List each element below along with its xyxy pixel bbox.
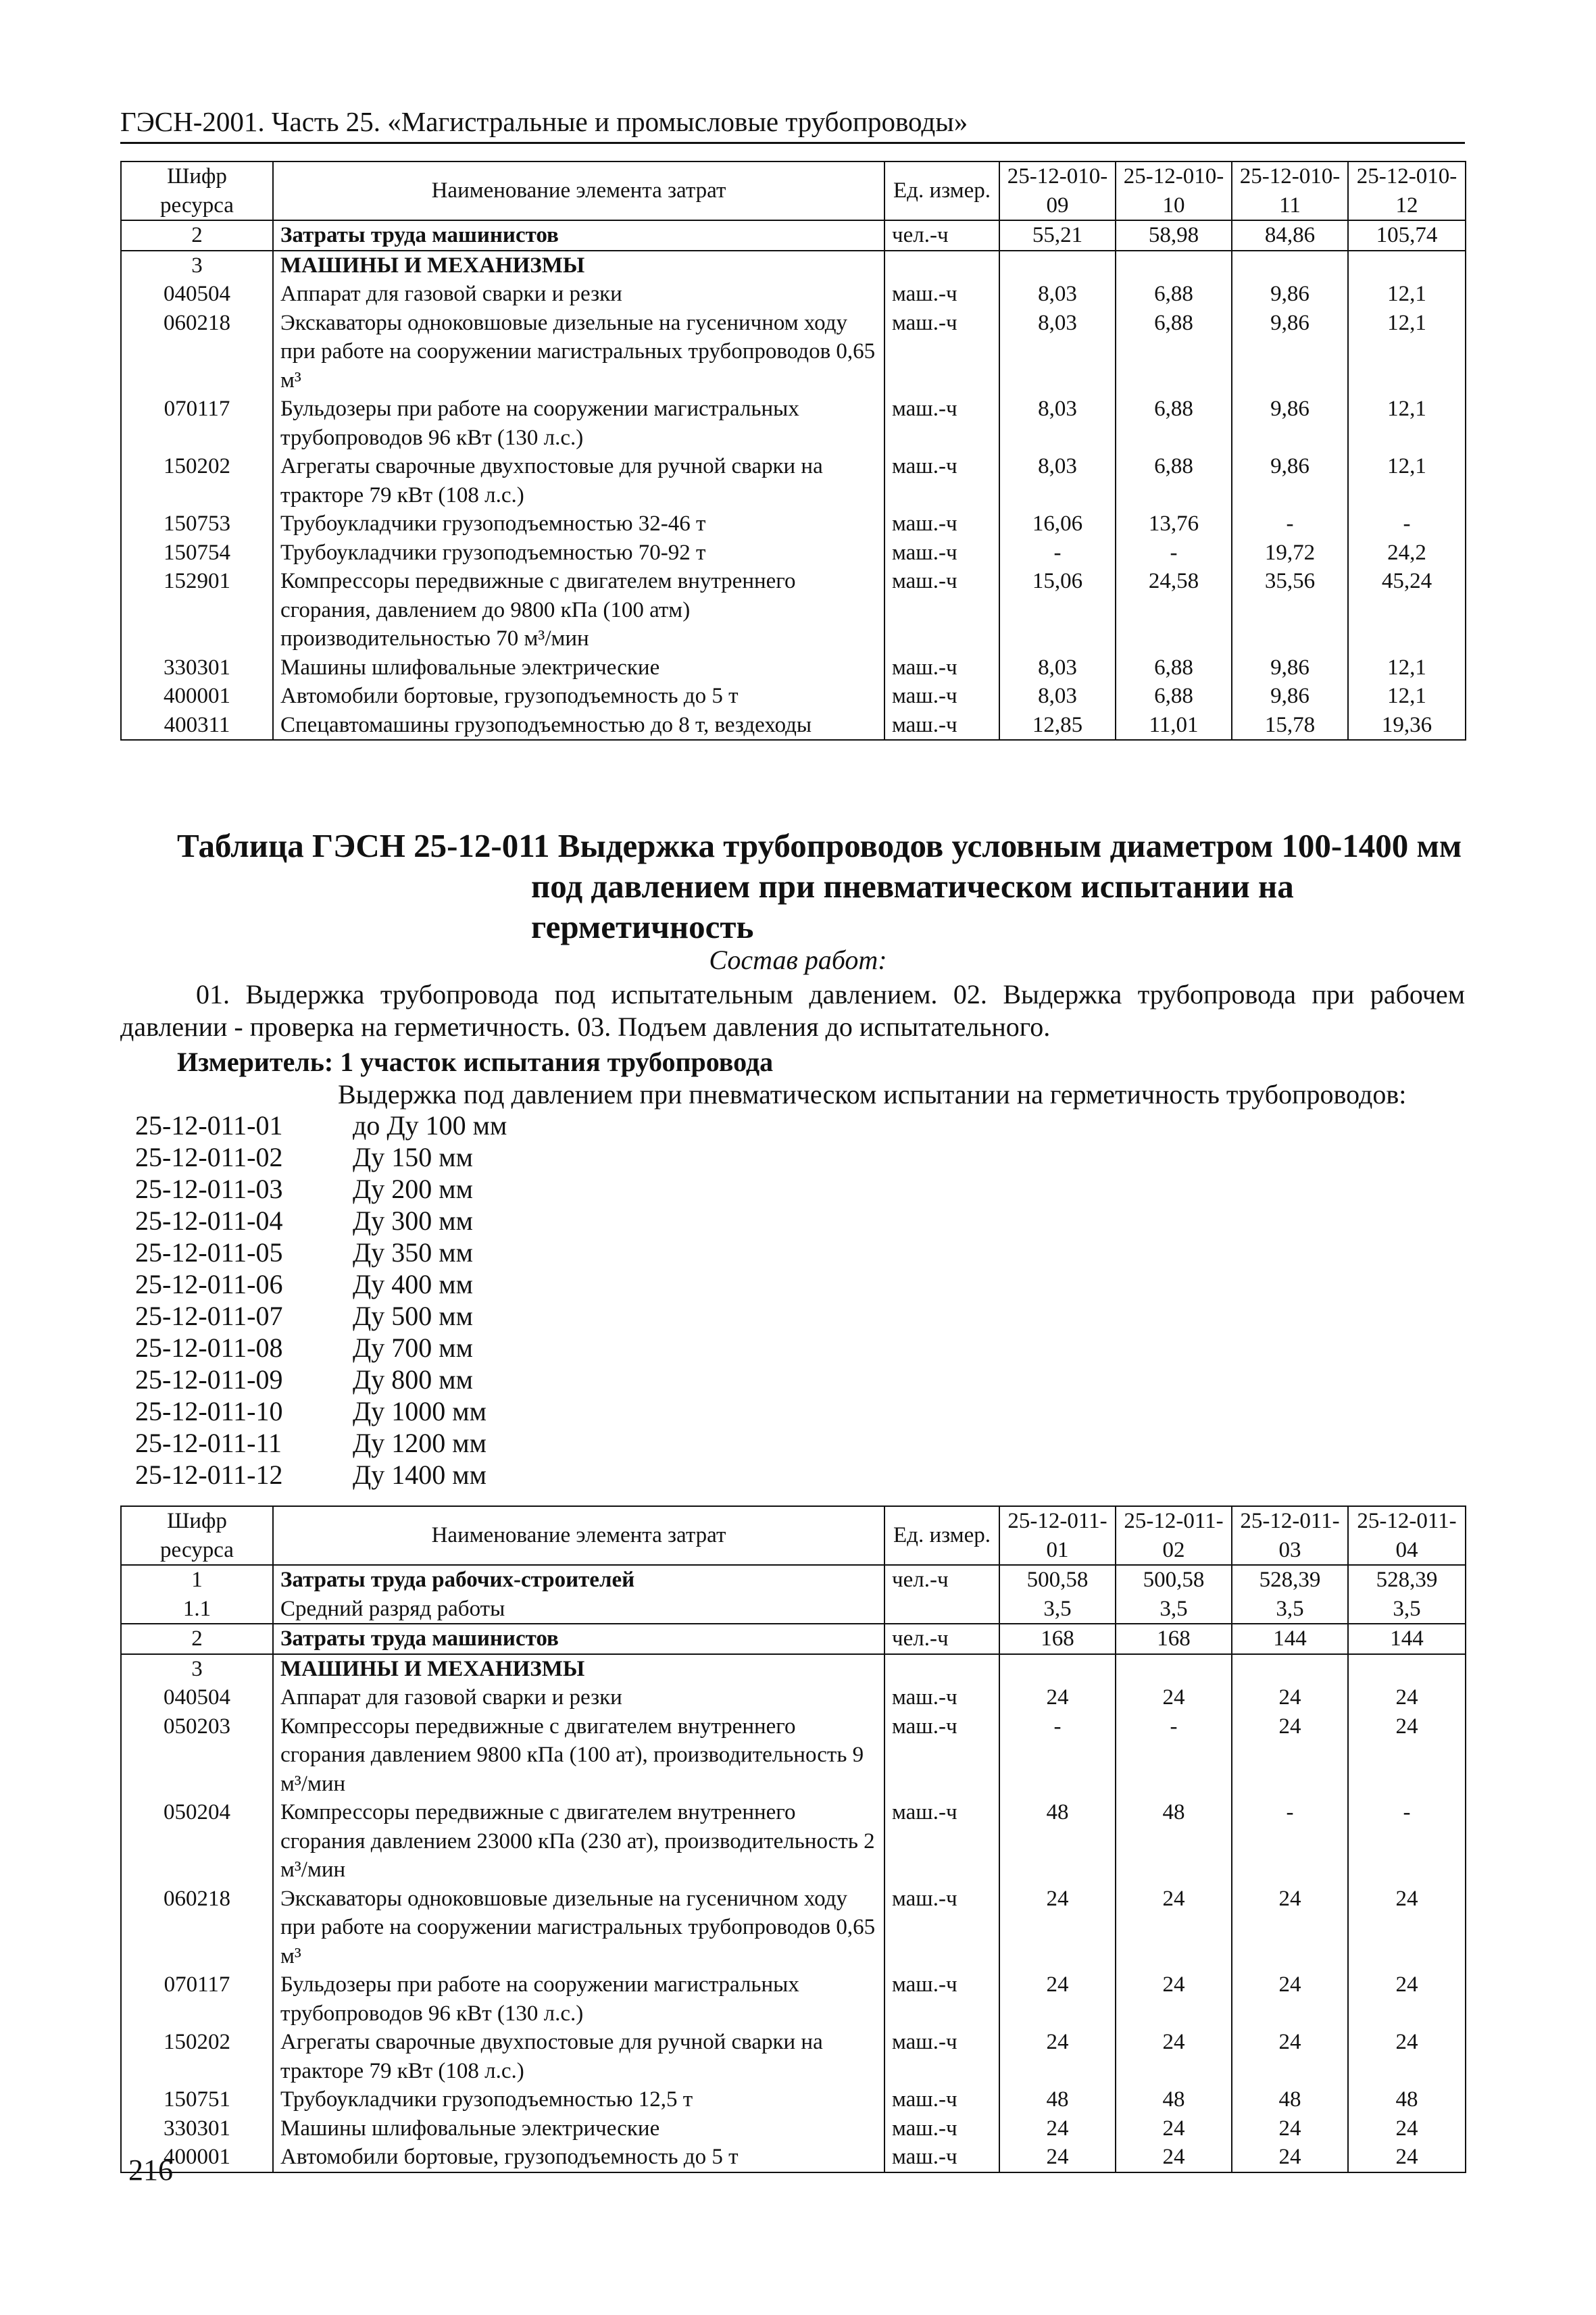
item-code: 25-12-011-05 <box>135 1237 283 1268</box>
meter-line: Измеритель: 1 участок испытания трубопровода <box>177 1047 774 1077</box>
row-code: 050204 <box>121 1798 273 1885</box>
row-name: Агрегаты сварочные двухпостовые для ручной сварки на тракторе 79 кВт (108 л.с.) <box>273 452 884 509</box>
row-code: 060218 <box>121 309 273 395</box>
running-head: ГЭСН-2001. Часть 25. «Магистральные и промысловые трубопроводы» <box>120 101 1465 144</box>
row-unit: маш.-ч <box>884 1683 999 1712</box>
row-name: Аппарат для газовой сварки и резки <box>273 1683 884 1712</box>
item-code: 25-12-011-04 <box>135 1205 283 1236</box>
row-value-1: 48 <box>999 2085 1116 2114</box>
row-name: Спецавтомашины грузоподъемностью до 8 т, вездеходы <box>273 711 884 741</box>
row-value-1 <box>999 1654 1116 1684</box>
row-unit: маш.-ч <box>884 280 999 309</box>
item-code: 25-12-011-03 <box>135 1174 283 1204</box>
table-row <box>121 395 1466 452</box>
row-value-4: 24 <box>1348 2114 1466 2143</box>
list-item <box>135 1237 507 1268</box>
header-unit: Ед. измер. <box>884 1506 999 1565</box>
row-value-3: 24 <box>1232 2028 1348 2085</box>
row-value-2: 6,88 <box>1116 682 1232 711</box>
row-name: Бульдозеры при работе на сооружении магистральных трубопроводов 96 кВт (130 л.с.) <box>273 395 884 452</box>
item-code: 25-12-011-01 <box>135 1110 283 1141</box>
row-name: Трубоукладчики грузоподъемностью 32-46 т <box>273 509 884 539</box>
row-unit: маш.-ч <box>884 2114 999 2143</box>
resource-table-011 <box>120 1505 1466 2173</box>
table-row <box>121 2143 1466 2172</box>
row-name: Агрегаты сварочные двухпостовые для ручной сварки на тракторе 79 кВт (108 л.с.) <box>273 2028 884 2085</box>
row-value-3: 24 <box>1232 2114 1348 2143</box>
table-row <box>121 509 1466 539</box>
row-value-2: 6,88 <box>1116 452 1232 509</box>
row-value-3: 9,86 <box>1232 653 1348 682</box>
row-code: 2 <box>121 1624 273 1654</box>
table-row <box>121 1712 1466 1799</box>
table-row <box>121 539 1466 568</box>
row-code: 040504 <box>121 1683 273 1712</box>
row-value-4: 12,1 <box>1348 452 1466 509</box>
row-value-1: 55,21 <box>999 220 1116 251</box>
items-intro: Выдержка под давлением при пневматическом испытании на герметичность трубопроводов: <box>338 1079 1407 1110</box>
row-name: МАШИНЫ И МЕХАНИЗМЫ <box>273 251 884 280</box>
row-value-4: 528,39 <box>1348 1565 1466 1595</box>
table-row <box>121 682 1466 711</box>
row-unit <box>884 1654 999 1684</box>
table-row <box>121 309 1466 395</box>
list-item <box>135 1300 507 1332</box>
row-value-1: 48 <box>999 1798 1116 1885</box>
table-title-line-1: Таблица ГЭСН 25-12-011 Выдержка трубопроводов условным диаметром 100-1400 мм <box>177 827 1462 864</box>
row-value-3: 24 <box>1232 1683 1348 1712</box>
row-unit: чел.-ч <box>884 1565 999 1595</box>
row-value-3: 24 <box>1232 1885 1348 1971</box>
row-value-4: 144 <box>1348 1624 1466 1654</box>
row-value-4: 45,24 <box>1348 567 1466 653</box>
row-value-3: 24 <box>1232 1712 1348 1799</box>
row-value-4: 19,36 <box>1348 711 1466 741</box>
row-value-2: 24 <box>1116 2114 1232 2143</box>
row-unit: маш.-ч <box>884 452 999 509</box>
table-row <box>121 2114 1466 2143</box>
row-code: 2 <box>121 220 273 251</box>
row-value-2 <box>1116 1654 1232 1684</box>
list-item <box>135 1205 507 1237</box>
header-col-4: 25-12-011-04 <box>1348 1506 1466 1565</box>
row-code: 150751 <box>121 2085 273 2114</box>
row-code: 1 <box>121 1565 273 1595</box>
row-value-2: 6,88 <box>1116 280 1232 309</box>
row-name: Бульдозеры при работе на сооружении магистральных трубопроводов 96 кВт (130 л.с.) <box>273 1970 884 2028</box>
row-name: Экскаваторы одноковшовые дизельные на гусеничном ходу при работе на сооружении магистральных трубопроводов 0,65 м³ <box>273 1885 884 1971</box>
item-description: Ду 500 мм <box>353 1301 473 1331</box>
row-name: Средний разряд работы <box>273 1595 884 1624</box>
row-value-4: 24 <box>1348 1885 1466 1971</box>
table-row <box>121 653 1466 682</box>
row-value-4: 12,1 <box>1348 395 1466 452</box>
row-value-2: 6,88 <box>1116 653 1232 682</box>
row-unit: маш.-ч <box>884 1970 999 2028</box>
header-col-4: 25-12-010-12 <box>1348 161 1466 220</box>
item-code: 25-12-011-07 <box>135 1301 283 1331</box>
row-code: 152901 <box>121 567 273 653</box>
row-value-2 <box>1116 251 1232 280</box>
row-value-2: 48 <box>1116 2085 1232 2114</box>
row-value-4: 12,1 <box>1348 682 1466 711</box>
row-value-4: - <box>1348 1798 1466 1885</box>
list-item <box>135 1268 507 1300</box>
row-unit <box>884 251 999 280</box>
table-row <box>121 711 1466 741</box>
row-name: Экскаваторы одноковшовые дизельные на гусеничном ходу при работе на сооружении магистральных трубопроводов 0,65 м³ <box>273 309 884 395</box>
table-header-row <box>121 1506 1466 1565</box>
table-row <box>121 2085 1466 2114</box>
row-value-4: 3,5 <box>1348 1595 1466 1624</box>
row-value-3: 48 <box>1232 2085 1348 2114</box>
table-row <box>121 1595 1466 1624</box>
row-value-3: 144 <box>1232 1624 1348 1654</box>
item-code: 25-12-011-06 <box>135 1269 283 1299</box>
items-list <box>135 1110 507 1491</box>
row-value-4: 12,1 <box>1348 653 1466 682</box>
row-code: 050203 <box>121 1712 273 1799</box>
row-code: 040504 <box>121 280 273 309</box>
row-value-4: 105,74 <box>1348 220 1466 251</box>
row-unit: маш.-ч <box>884 539 999 568</box>
row-unit: маш.-ч <box>884 682 999 711</box>
item-description: Ду 300 мм <box>353 1205 473 1236</box>
row-value-3: - <box>1232 1798 1348 1885</box>
row-code: 330301 <box>121 2114 273 2143</box>
row-value-4: 48 <box>1348 2085 1466 2114</box>
row-value-1: 3,5 <box>999 1595 1116 1624</box>
row-unit: маш.-ч <box>884 2028 999 2085</box>
row-unit: маш.-ч <box>884 2143 999 2172</box>
list-item <box>135 1427 507 1459</box>
list-item <box>135 1364 507 1395</box>
row-value-3: - <box>1232 509 1348 539</box>
table-row <box>121 2028 1466 2085</box>
row-code: 330301 <box>121 653 273 682</box>
list-item <box>135 1110 507 1141</box>
item-code: 25-12-011-09 <box>135 1364 283 1395</box>
item-code: 25-12-011-08 <box>135 1333 283 1363</box>
row-value-2: 24 <box>1116 1970 1232 2028</box>
row-name: Компрессоры передвижные с двигателем внутреннего сгорания давлением 23000 кПа (230 ат), производительность 2 м³/мин <box>273 1798 884 1885</box>
row-name: Трубоукладчики грузоподъемностью 70-92 т <box>273 539 884 568</box>
row-value-1: 8,03 <box>999 395 1116 452</box>
header-col-3: 25-12-010-11 <box>1232 161 1348 220</box>
row-code: 070117 <box>121 1970 273 2028</box>
table-row <box>121 1798 1466 1885</box>
table-row <box>121 1683 1466 1712</box>
row-code: 400001 <box>121 682 273 711</box>
row-value-1: 8,03 <box>999 452 1116 509</box>
header-col-2: 25-12-010-10 <box>1116 161 1232 220</box>
resource-table-010 <box>120 161 1466 741</box>
list-item <box>135 1141 507 1173</box>
row-value-4: 24 <box>1348 1683 1466 1712</box>
row-value-1: 12,85 <box>999 711 1116 741</box>
row-value-2: 500,58 <box>1116 1565 1232 1595</box>
row-value-3: 9,86 <box>1232 682 1348 711</box>
header-col-3: 25-12-011-03 <box>1232 1506 1348 1565</box>
item-description: Ду 350 мм <box>353 1237 473 1268</box>
item-description: до Ду 100 мм <box>353 1110 507 1141</box>
row-code: 150754 <box>121 539 273 568</box>
work-composition-text: 01. Выдержка трубопровода под испытательным давлением. 02. Выдержка трубопровода при рабочем давлении - проверка на герметичность. 03. Подъем давления до испытательного. <box>120 979 1465 1042</box>
header-unit: Ед. измер. <box>884 161 999 220</box>
row-value-2: 48 <box>1116 1798 1232 1885</box>
row-value-1: 8,03 <box>999 280 1116 309</box>
row-code: 400001 <box>121 2143 273 2172</box>
row-unit: маш.-ч <box>884 2085 999 2114</box>
row-value-4: 12,1 <box>1348 309 1466 395</box>
row-value-2: 6,88 <box>1116 395 1232 452</box>
row-value-3: 528,39 <box>1232 1565 1348 1595</box>
row-value-1: 8,03 <box>999 682 1116 711</box>
row-unit: маш.-ч <box>884 395 999 452</box>
header-col-1: 25-12-010-09 <box>999 161 1116 220</box>
row-value-2: - <box>1116 1712 1232 1799</box>
row-value-3 <box>1232 1654 1348 1684</box>
row-value-1: 8,03 <box>999 653 1116 682</box>
row-value-4: - <box>1348 509 1466 539</box>
row-value-4 <box>1348 1654 1466 1684</box>
row-value-1: 24 <box>999 2114 1116 2143</box>
table-row <box>121 280 1466 309</box>
table-row <box>121 1970 1466 2028</box>
row-value-1: 24 <box>999 2028 1116 2085</box>
row-value-3 <box>1232 251 1348 280</box>
header-code: Шифр ресурса <box>121 1506 273 1565</box>
row-unit: маш.-ч <box>884 711 999 741</box>
row-value-2: 58,98 <box>1116 220 1232 251</box>
row-value-4: 24,2 <box>1348 539 1466 568</box>
row-value-3: 9,86 <box>1232 280 1348 309</box>
row-unit: чел.-ч <box>884 220 999 251</box>
header-name: Наименование элемента затрат <box>273 1506 884 1565</box>
list-item <box>135 1459 507 1491</box>
row-code: 3 <box>121 251 273 280</box>
row-code: 150753 <box>121 509 273 539</box>
row-value-2: 24 <box>1116 2028 1232 2085</box>
item-description: Ду 150 мм <box>353 1142 473 1172</box>
list-item <box>135 1395 507 1427</box>
row-value-3: 9,86 <box>1232 452 1348 509</box>
row-value-2: 24 <box>1116 1683 1232 1712</box>
row-code: 150202 <box>121 2028 273 2085</box>
item-description: Ду 400 мм <box>353 1269 473 1299</box>
row-value-4: 24 <box>1348 2143 1466 2172</box>
row-value-2: - <box>1116 539 1232 568</box>
row-name: Аппарат для газовой сварки и резки <box>273 280 884 309</box>
table-row <box>121 1624 1466 1654</box>
row-value-2: 24,58 <box>1116 567 1232 653</box>
row-value-3: 9,86 <box>1232 309 1348 395</box>
item-code: 25-12-011-12 <box>135 1460 283 1490</box>
row-unit: маш.-ч <box>884 309 999 395</box>
item-code: 25-12-011-02 <box>135 1142 283 1172</box>
item-description: Ду 200 мм <box>353 1174 473 1204</box>
table-header-row <box>121 161 1466 220</box>
row-value-3: 15,78 <box>1232 711 1348 741</box>
row-name: Затраты труда машинистов <box>273 220 884 251</box>
row-unit: маш.-ч <box>884 1712 999 1799</box>
row-value-1: 16,06 <box>999 509 1116 539</box>
row-value-2: 168 <box>1116 1624 1232 1654</box>
item-description: Ду 1200 мм <box>353 1428 487 1458</box>
list-item <box>135 1173 507 1205</box>
table-row <box>121 567 1466 653</box>
row-value-2: 24 <box>1116 2143 1232 2172</box>
row-unit: маш.-ч <box>884 567 999 653</box>
row-value-1: 8,03 <box>999 309 1116 395</box>
row-value-3: 24 <box>1232 2143 1348 2172</box>
row-name: Компрессоры передвижные с двигателем внутреннего сгорания, давлением до 9800 кПа (100 атм) производительностью 70 м³/мин <box>273 567 884 653</box>
row-code: 070117 <box>121 395 273 452</box>
row-value-3: 3,5 <box>1232 1595 1348 1624</box>
row-value-1: 500,58 <box>999 1565 1116 1595</box>
row-code: 400311 <box>121 711 273 741</box>
table-row <box>121 1885 1466 1971</box>
row-value-1: 168 <box>999 1624 1116 1654</box>
row-code: 150202 <box>121 452 273 509</box>
row-unit: маш.-ч <box>884 509 999 539</box>
row-value-2: 24 <box>1116 1885 1232 1971</box>
row-value-3: 84,86 <box>1232 220 1348 251</box>
header-col-2: 25-12-011-02 <box>1116 1506 1232 1565</box>
item-description: Ду 700 мм <box>353 1333 473 1363</box>
table-title <box>177 826 1461 947</box>
row-value-1: 24 <box>999 2143 1116 2172</box>
row-name: Машины шлифовальные электрические <box>273 653 884 682</box>
item-description: Ду 1000 мм <box>353 1396 487 1426</box>
header-name: Наименование элемента затрат <box>273 161 884 220</box>
row-value-2: 11,01 <box>1116 711 1232 741</box>
table-row <box>121 1565 1466 1595</box>
row-value-4: 12,1 <box>1348 280 1466 309</box>
row-name: Компрессоры передвижные с двигателем внутреннего сгорания давлением 9800 кПа (100 ат), производительность 9 м³/мин <box>273 1712 884 1799</box>
item-description: Ду 800 мм <box>353 1364 473 1395</box>
item-code: 25-12-011-10 <box>135 1396 283 1426</box>
row-value-1: 24 <box>999 1885 1116 1971</box>
row-name: Автомобили бортовые, грузоподъемность до 5 т <box>273 2143 884 2172</box>
list-item <box>135 1332 507 1364</box>
row-value-3: 9,86 <box>1232 395 1348 452</box>
row-unit <box>884 1595 999 1624</box>
header-col-1: 25-12-011-01 <box>999 1506 1116 1565</box>
row-value-3: 35,56 <box>1232 567 1348 653</box>
row-name: Автомобили бортовые, грузоподъемность до 5 т <box>273 682 884 711</box>
row-code: 3 <box>121 1654 273 1684</box>
row-value-3: 19,72 <box>1232 539 1348 568</box>
table-row <box>121 452 1466 509</box>
row-code: 1.1 <box>121 1595 273 1624</box>
row-value-1: 24 <box>999 1970 1116 2028</box>
work-composition-heading: Состав работ: <box>709 945 887 975</box>
header-code: Шифр ресурса <box>121 161 273 220</box>
row-value-4: 24 <box>1348 1970 1466 2028</box>
row-value-4: 24 <box>1348 2028 1466 2085</box>
row-unit: маш.-ч <box>884 653 999 682</box>
table-title-line-2: под давлением при пневматическом испытании на герметичность <box>531 868 1294 945</box>
row-unit: маш.-ч <box>884 1885 999 1971</box>
row-unit: чел.-ч <box>884 1624 999 1654</box>
row-name: Затраты труда машинистов <box>273 1624 884 1654</box>
table-row <box>121 220 1466 251</box>
row-value-4 <box>1348 251 1466 280</box>
row-value-1: - <box>999 1712 1116 1799</box>
row-value-1 <box>999 251 1116 280</box>
row-value-2: 13,76 <box>1116 509 1232 539</box>
row-name: Машины шлифовальные электрические <box>273 2114 884 2143</box>
row-name: Трубоукладчики грузоподъемностью 12,5 т <box>273 2085 884 2114</box>
table-row <box>121 1654 1466 1684</box>
row-value-1: 15,06 <box>999 567 1116 653</box>
item-code: 25-12-011-11 <box>135 1428 282 1458</box>
row-value-2: 6,88 <box>1116 309 1232 395</box>
row-value-3: 24 <box>1232 1970 1348 2028</box>
item-description: Ду 1400 мм <box>353 1460 487 1490</box>
row-name: Затраты труда рабочих-строителей <box>273 1565 884 1595</box>
table-row <box>121 251 1466 280</box>
row-value-1: - <box>999 539 1116 568</box>
row-value-2: 3,5 <box>1116 1595 1232 1624</box>
row-value-1: 24 <box>999 1683 1116 1712</box>
row-code: 060218 <box>121 1885 273 1971</box>
row-unit: маш.-ч <box>884 1798 999 1885</box>
row-name: МАШИНЫ И МЕХАНИЗМЫ <box>273 1654 884 1684</box>
page-number: 216 <box>128 2154 173 2187</box>
row-value-4: 24 <box>1348 1712 1466 1799</box>
